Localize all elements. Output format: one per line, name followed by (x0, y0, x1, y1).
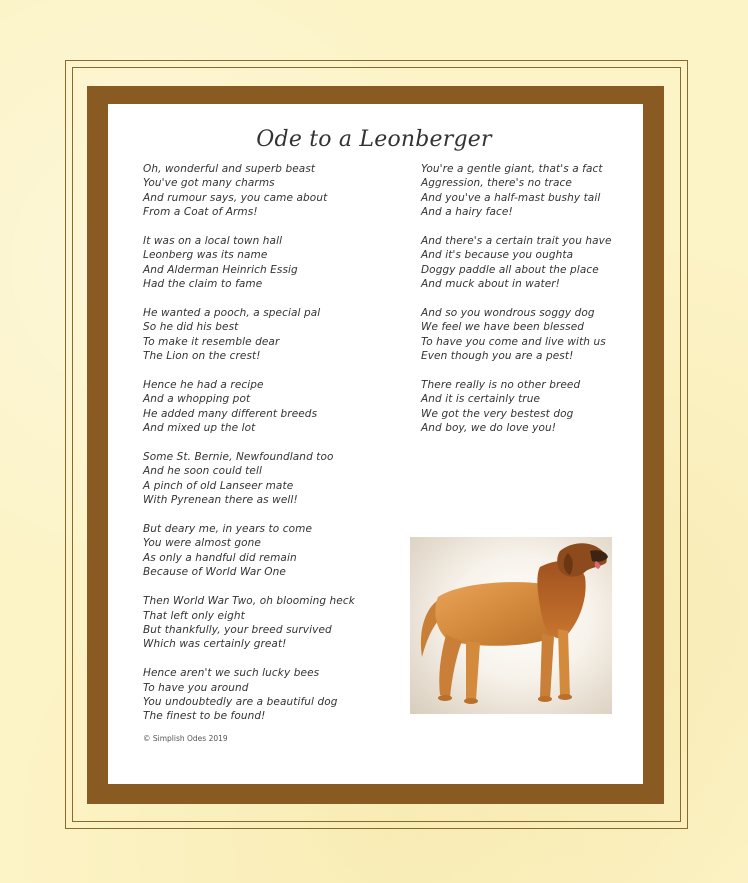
poem-line: And muck about in water! (421, 278, 560, 291)
poem-stanza (143, 162, 408, 220)
poem-line: You've got many charms (143, 177, 275, 190)
poem-stanza (421, 378, 636, 436)
poem-line: And Alderman Heinrich Essig (143, 263, 298, 276)
poem-stanza (143, 378, 408, 436)
poem-right-column (421, 162, 636, 450)
poem-stanza (143, 450, 408, 508)
poem-line: Aggression, there's no trace (421, 177, 572, 190)
poem-stanza (421, 306, 636, 364)
poem-line: From a Coat of Arms! (143, 206, 258, 219)
poem-line: And rumour says, you came about (143, 191, 328, 204)
poem-line: Hence aren't we such lucky bees (143, 667, 320, 680)
poem-line: And a hairy face! (421, 206, 513, 219)
poem-line: So he did his best (143, 321, 239, 334)
poem-line: And mixed up the lot (143, 422, 256, 435)
poem-line: With Pyrenean there as well! (143, 494, 298, 507)
poem-line: And it is certainly true (421, 393, 541, 406)
poem-left-column (143, 162, 408, 738)
poem-line: To have you come and live with us (421, 335, 606, 348)
poem-line: As only a handful did remain (143, 551, 297, 564)
leonberger-dog-photo (410, 537, 612, 714)
poem-line: Hence he had a recipe (143, 379, 264, 392)
poem-stanza (143, 306, 408, 364)
poem-line: Oh, wonderful and superb beast (143, 163, 316, 175)
poem-line: Some St. Bernie, Newfoundland too (143, 451, 334, 464)
poem-line: He added many different breeds (143, 407, 318, 420)
poem-stanza (421, 234, 636, 292)
poem-line: And boy, we do love you! (421, 422, 557, 435)
copyright-notice: © Simplish Odes 2019 (143, 734, 228, 743)
poem-line: And a whopping pot (143, 393, 251, 406)
poem-line: Even though you are a pest! (421, 350, 574, 363)
poem-line: To have you around (143, 681, 249, 694)
poem-line: Which was certainly great! (143, 638, 287, 651)
poem-line: The finest to be found! (143, 710, 266, 723)
poem-line: A pinch of old Lanseer mate (143, 479, 294, 492)
poem-line: Then World War Two, oh blooming heck (143, 595, 355, 608)
poem-line: But thankfully, your breed survived (143, 623, 332, 636)
poem-stanza (143, 234, 408, 292)
poem-title: Ode to a Leonberger (256, 127, 492, 152)
poem-line: And he soon could tell (143, 465, 262, 478)
poem-line: The Lion on the crest! (143, 350, 261, 363)
poem-line: And there's a certain trait you have (421, 235, 612, 248)
poem-line: We got the very bestest dog (421, 407, 574, 420)
poem-stanza (143, 666, 408, 724)
poem-line: We feel we have been blessed (421, 321, 585, 334)
poem-line: Had the claim to fame (143, 278, 263, 291)
poem-line: It was on a local town hall (143, 235, 283, 248)
poem-line: Doggy paddle all about the place (421, 263, 599, 276)
poem-line: You undoubtedly are a beautiful dog (143, 695, 338, 708)
poem-stanza (143, 522, 408, 580)
poem-stanza (421, 162, 636, 220)
poem-line: But deary me, in years to come (143, 523, 313, 536)
poem-line: And it's because you oughta (421, 249, 574, 262)
poem-line: To make it resemble dear (143, 335, 280, 348)
poem-line: There really is no other breed (421, 379, 581, 392)
poem-line: Leonberg was its name (143, 249, 268, 262)
poem-line: And you've a half-mast bushy tail (421, 191, 601, 204)
poem-line: That left only eight (143, 609, 245, 622)
poem-line: He wanted a pooch, a special pal (143, 307, 321, 320)
poem-line: Because of World War One (143, 566, 286, 579)
poem-line: You were almost gone (143, 537, 261, 550)
poem-line: And so you wondrous soggy dog (421, 307, 595, 320)
poem-line: You're a gentle giant, that's a fact (421, 163, 603, 175)
poem-stanza (143, 594, 408, 652)
dog-illustration (410, 537, 612, 714)
